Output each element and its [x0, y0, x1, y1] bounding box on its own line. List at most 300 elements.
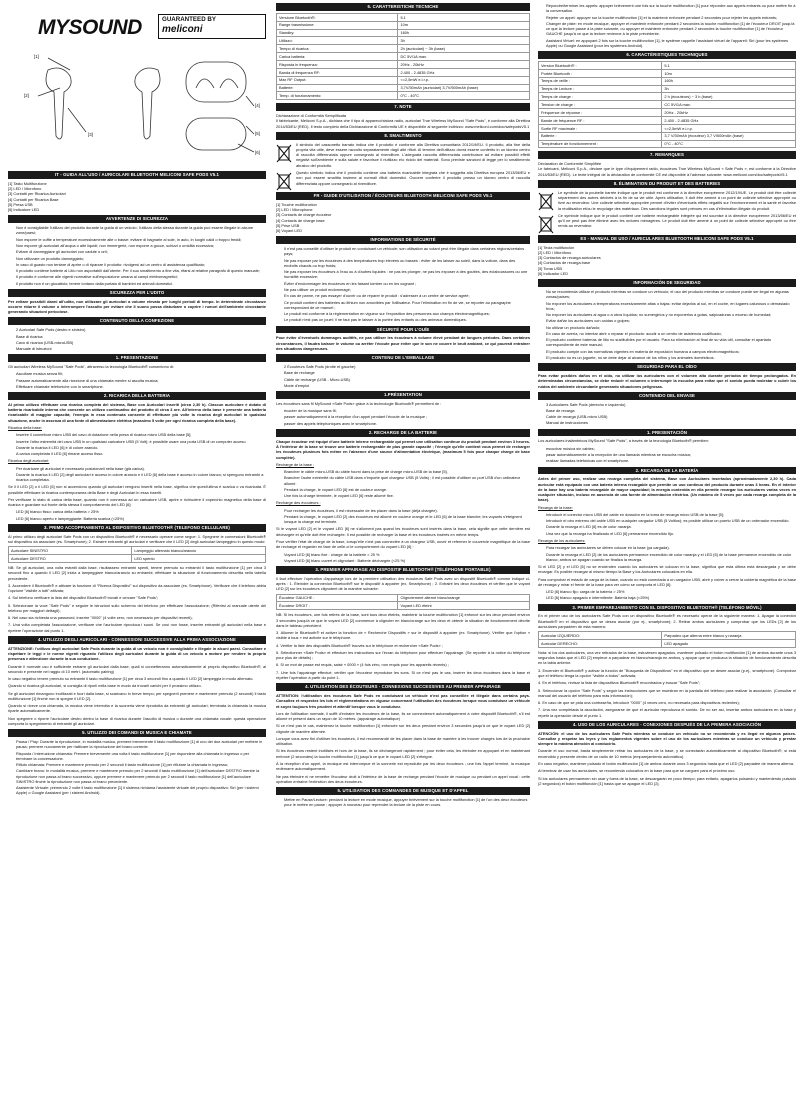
part-item: [3] Contatti per Ricarica Auricolari: [8, 191, 66, 197]
es-charge-base-title: Recarga de la base:: [538, 504, 573, 510]
table-cell: DC 5V/1A max.: [398, 53, 530, 61]
es-pres-header: 1. PRESENTACIÓN: [538, 429, 796, 437]
table-row: [277, 29, 530, 37]
it-note-header: 7. NOTE: [276, 103, 530, 111]
fr-reuse-text: Lors de l'utilisation normale, il suffit d'extraire les écouteurs de la base, ils se connecteront automatiquement à votre dispositif Bluetooth®, s'il est allumé et présent dans un rayon de 10 mètres. (appairage automatique): [276, 710, 530, 722]
fr-box-list: [284, 364, 530, 388]
it-charge-base-list: [16, 432, 266, 456]
table-row: [9, 555, 266, 563]
fr-charge-p3: Pour vérifier l'état de charge de la base, lorsqu'elle n'est pas connectée à un chargeur USB, ouvrir et refermer le couvercle magnétique de la base de recharge et regarder en face de celle-ci le comportement du voyant LED [6] :: [276, 538, 530, 550]
list-item: • Mode d'emploi: [284, 383, 530, 388]
list-item: • Base di ricarica: [16, 334, 266, 339]
part-item: [6] Voyant LED: [276, 228, 302, 234]
fr-pair-step: 3. Allumer le Bluetooth® et activer la fonction de « Recherche Dispositifs » sur le dispositif à appairer (ex. Smartphone). Vérifier que l'option « visible à tous » est activée sur le téléphone.: [276, 630, 530, 641]
battery-bin-icon: [276, 171, 292, 191]
es-charge-base-list: [546, 512, 796, 536]
fr-charge-header: 2. RECHARGE DE LA BATTERIE: [276, 429, 530, 437]
table-cell: 160h: [398, 29, 530, 37]
battery-bin-icon: [538, 214, 554, 234]
table-cell: Standby:: [277, 29, 398, 37]
it-pair-step: 6. Nel caso sia richiesta una password, inserire "0000" (4 volte zero, non necessario per dispositivi recenti);: [8, 615, 193, 621]
table-row: [539, 85, 796, 93]
table-row: [277, 76, 530, 84]
earbud-right-icon: [135, 68, 160, 139]
table-cell: 10m: [662, 69, 796, 77]
it-charge-leds: [16, 509, 266, 521]
it-reuse-text: Quando si riceve una chiamata, la musica viene interrotta e la suoneria viene riprodotta da entrambi gli auricolari; terminata la chiamata la musica riparte automaticamente.: [8, 703, 266, 714]
table-row: [9, 547, 266, 555]
it-pair-step: 7. Una volta completata l'associazione, verificare che l'auricolare riproduca i suoni. Se così non fosse, inserire entrambi gli auricolari nella base e ripetere l'operazione dal punto 1.: [8, 622, 266, 633]
list-item: • LED [6] blanco apagado e intermitente: Batería baja (<25%): [546, 595, 796, 600]
table-row: [277, 45, 530, 53]
guarantee-badge: [158, 14, 266, 39]
part-item: [6] Indicador LED: [538, 270, 569, 276]
part-item: [4] Contatti per Ricarica Base: [8, 196, 59, 202]
es-charge-p3: Para comprobar el estado de carga de la base, cuando no está conectada a un cargador USB, abrir y volver a cerrar la cubierta magnética de la base de recarga y mirar el frente de la base para ver cómo se comporta el LED [6]:: [538, 576, 796, 587]
column-spanish: [538, 0, 796, 1110]
list-item: • 3 Auriculares Safe Pods (derecho e izquierdo): [546, 402, 796, 407]
table-row: [539, 640, 796, 648]
table-cell: Lampeggio alternato bianco/arancio: [132, 547, 266, 555]
fr-reuse-header: 4. UTILISATION DES ÉCOUTEURS - CONNEXIONS SUCCESSIVES AU PREMIER APPAIRAGE: [276, 683, 530, 691]
list-item: • Per ricaricare gli auricolari è necessario posizionarli nella base (già carica).: [16, 466, 266, 471]
it-box-header: CONTENUTO DELLA CONFEZIONE: [8, 317, 266, 325]
es-hearing-text: Para evitar posibles daños en el oído, no utilizar los auriculares con el volumen alto durante periodos de tiempo prolongados. En determinadas circunstancias, se debe reducir el volumen o interrumpir la escucha para evitar que el sonido pueda molestar o cubrir los ruidos del ambiente circundante generando situaciones peligrosas.: [538, 373, 796, 389]
list-item: • Evitar dañar los auriculares con caídas o golpes;: [546, 318, 796, 323]
list-item: • passer automatiquement à la réception d'un appel pendant l'écoute de la musique ;: [284, 414, 530, 419]
it-safety-list: [16, 225, 266, 286]
meliconi-logo: meliconi: [162, 23, 203, 35]
earbud-left-icon: [46, 68, 71, 139]
it-pair-nb: NB: Se gli auricolari, una volta estratti dalla base, risultassero entrambi spenti, tenere premuto su entrambi il tasto multifunzione [1] per circa 3 secondi fino a quando il LED [2] inizia a lampeggiare bianco/arancio su entrambi; effettuare la situazione di funzionamento descritta nella tabella precedente.: [8, 565, 266, 581]
it-hearing-header: SICUREZZA PER L'UDITO: [8, 289, 266, 297]
es-pres-list: [546, 446, 796, 464]
list-item: • Introducir el conector micro USB del cable en dotación en la toma de recarga micro USB de la base [5];: [546, 512, 796, 517]
part-item: [4] Contacts de charge base: [276, 217, 325, 223]
fr-reuse-text: Ne pas éteindre ni ne remettre l'écouteur droit à l'intérieur de la base de recharge pendant l'écoute de musique ou pendant un appel vocal : cette opération entraîne l'extinction des deux écouteurs.: [276, 773, 530, 784]
es-pair-nb: Nota: si los dos auriculares, una vez retirados de la base, estuviesen apagados, mantener pulsado el botón multifunción [1] de ambos durante unos 3 segundos hasta que el LED [2] empiece a parpadear en blanco/naranja en ambos, y apoyar que se produzca la situación de funcionamiento descrita en la tabla anterior.: [538, 649, 796, 666]
callout-4: [4]: [255, 103, 260, 108]
fr-hearing-header: SÉCURITÉ POUR L'OUÏE: [276, 326, 530, 334]
es-pair-step: 5. Seleccionar la opción "Safe Pods" y seguir las instrucciones que se muestran en la pantalla del teléfono para realizar la asociación. (Consultar el manual del usuario del teléfono para más información);: [538, 687, 796, 698]
table-cell: Écouteur DROIT :: [277, 602, 398, 610]
it-disposal-text: [276, 142, 530, 168]
it-pair-step: 3. Accendere il Bluetooth® e attivare la funzione di "Ricerca Dispositivi" sul dispositivo da associare (es. Smartphone). Verificare che il telefono abbia l'opzione "visibile a tutti" attivata;: [8, 582, 266, 594]
list-item: • Changer de piste: en mode musique, appuyer et maintenir enfoncée pendant 2 secondes la touche multifonction [1] de l'écouteur DROIT jusqu'à ce que la lecture passe à la piste suivante, ou appuyer et maintenir enfoncée pendant 2 secondes la touche multifonction [1] de l'écouteur GAUCHE jusqu'à ce que la lecture revienne à la piste précédente.: [546, 21, 796, 37]
crossed-bin-icon: [538, 191, 554, 211]
part-item: [3] Contactos de recarga auriculares: [538, 255, 601, 261]
es-safety-header: INFORMACIÓN DE SEGURIDAD: [538, 279, 796, 287]
table-cell: Auricolare SINISTRO: [9, 547, 132, 555]
list-item: • Para recargar los auriculares se deben colocar en la base (ya cargada).: [546, 545, 796, 550]
it-charge-text: Al primo utilizzo effettuare una ricarica completa del sistema, Base con Auricolari inseriti (circa 2,30 h). Ciascun auricolare è dotato di batteria ricaricabile interna che consente un utilizzo continuativo del prodotto di circa 3 ore. All'interno della base è presente una batteria ricaricabile di maggior capacità; l'energia in essa contenuta consente di effettuare più volte la ricarica degli auricolari in qualsiasi situazione, anche in assenza di una fonte di alimentazione elettrica (massimo 5 volte per ogni ricarica completa della base).: [8, 401, 266, 423]
list-item: • Rejeter un appel: appuyer sur la touche multifonction [1] et la maintenir enfoncée pendant 2 secondes pour rejeter les appels entrants;: [546, 15, 796, 20]
list-item: • Durante la recarga el LED [6] es de color naranja.: [546, 524, 796, 529]
part-item: [2] LED / Microfono: [8, 186, 42, 192]
it-charge-base-title: Ricarica della base:: [8, 425, 42, 431]
list-item: • No exponer los auriculares a temperaturas excesivamente altas o bajas: evitar dejarlos al sol, en el coche, en lugares calurosos o demasiado fríos;: [546, 301, 796, 312]
it-reuse-text: Quando si ricarica gli auricolari, si consiglia di riporli nella base in modo da trovarli carichi per il prossimo utilizzo.: [8, 683, 202, 689]
callout-5: [5]: [255, 131, 260, 136]
table-cell: Voyant LED éteint: [398, 602, 530, 610]
table-cell: Sortie RF maximale :: [539, 124, 662, 132]
table-cell: 2.400 - 2.4835 GHz: [398, 68, 530, 76]
table-cell: Parpadeo que alterna entre blanco y naranja: [662, 632, 796, 640]
it-pres-header: 1. PRESENTAZIONE: [8, 354, 266, 362]
list-item: • Base de recharge: [284, 370, 530, 375]
list-item: • In caso di guasto non tentare di aprire o di riparare il prodotto: rivolgersi ad un centro di assistenza qualificato;: [16, 262, 266, 267]
table-row: [539, 69, 796, 77]
fr-charge-ear-list: [284, 508, 530, 525]
list-item: • El producto contiene baterías de litio no sustituibles por el usuario. Para su eliminación al final de su vida útil, consultar el apartado correspondiente de este manual;: [546, 337, 796, 348]
es-reuse-text: Durante el uso normal, basta simplemente retirar los auriculares de la base, y se conectarán automáticamente al dispositivo Bluetooth®, si está encendido y presente dentro de un radio de 10 metros (emparejamiento automático).: [538, 748, 796, 759]
table-cell: Range trasmissione:: [277, 21, 398, 29]
table-row: [539, 632, 796, 640]
table-row: [539, 93, 796, 101]
part-item: [4] Contactos de recarga base: [538, 260, 591, 266]
fr-charge-ear-title: Recharge des écouteurs :: [276, 500, 321, 506]
table-cell: 160h: [662, 77, 796, 85]
fr-pres-list: [284, 408, 530, 426]
es-reuse-header: 4. USO DE LOS AURICULARES - CONEXIONES DESPUÉS DE LA PRIMERA ASOCIACIÓN: [538, 721, 796, 729]
disposal-paragraph: Il simbolo del cassonetto barrato indica che il prodotto è conforme alla Direttiva comunitaria 2012/19/EU. Il prodotto, alla fine della propria vita utile, deve essere raccolto separatamente dagli altri rifiuti. Al termine dell'utilizzo dovrà essere conferito in un idoneo centro di raccolta differenziata oppure consegnato al rivenditore. L'adeguata raccolta differenziata contribuisce ad evitare possibili effetti negativi sull'ambiente e sulla salute e favorisce il riutilizzo e/o riciclo dei materiali. Sono previste sanzioni di legge per lo smaltimento abusivo del prodotto.: [296, 141, 530, 168]
fr-pres-header: 1.PRÉSENTATION: [276, 391, 530, 399]
table-row: [277, 92, 530, 100]
it-cmd-header: 5. UTILIZZO DEI COMANDI DI MUSICA E CHIAMATE: [8, 729, 266, 737]
part-item: [1] Tecla multifunción: [538, 244, 575, 250]
fr-specs-table: [538, 61, 796, 148]
list-item: • Ne pas exposer par les écouteurs à des températures trop élevées ou basses : éviter de les laisser au soleil, dans la voiture, dans des endroits chauds ou trop froids;: [284, 258, 530, 269]
disposal-paragraph: Le symbole de la poubelle barrée indique que le produit est conforme à la directive européenne 2012/19/UE. Le produit doit être collecté séparément des autres déchets à la fin de sa vie utile. Après utilisation, il doit être amené à un point de collecte sélective approprié ou livré au revendeur. Une collecte sélective appropriée permet d'éviter d'éventuels effets négatifs sur l'environnement et la santé et favorise la réutilisation et/ou le recyclage des matériaux. Des sanctions légales sont prévues en cas d'élimination illégale du produit.: [558, 189, 796, 211]
fr-reuse-text: Lorsque vous avez fini d'utiliser les écouteurs, il est recommandé de les placer dans la base de manière à les trouver chargés lors de la prochaine utilisation.: [276, 735, 530, 747]
list-item: • Ne pas exposer les écouteurs à l'eau ou à d'autres liquides : ne pas les plonger, ne pas les exposer à des gouttes, des éclaboussures ou une humidité excessive;: [284, 269, 530, 280]
table-row: [539, 116, 796, 124]
list-item: • Risposta / Interruzione chiamata: Premere brevemente una volta il tasto multifunzione [1] per rispondere alla chiamata in ingresso o per terminare la conversazione.: [16, 751, 266, 762]
list-item: • Durante la ricarica il LED [2] degli auricolari è acceso in colore arancio e il LED [6] della base è acceso in colore bianco; si spengono entrambi a ricarica completata.: [16, 472, 266, 483]
list-item: • Evitare di danneggiare gli auricolari con cadute o urti;: [16, 249, 266, 254]
list-item: • Il prodotto contiene batterie al Litio non asportabili dall'utente. Per il suo smaltimento a fine vita, rifarsi al relative paragrafo di questo manuale;: [16, 268, 266, 273]
es-box-header: CONTENIDO DEL ENVASE: [538, 392, 796, 400]
list-item: • Mettre en Pause/Lecture: pendant la lecture en mode musique, appuyer brièvement sur la touche multifonction [1] de l'un des deux écouteurs pour le mettre en pause ; appuyer à nouveau pour reprendre la lecture de la piste en cours.: [284, 797, 530, 808]
fr-pair-step: 6. Si un mot de passe est requis, saisir « 0000 » (4 fois zéro, non requis pour les appareils récents) ;: [276, 662, 449, 668]
list-item: • Éviter d'endommager les écouteurs en les faisant tomber ou en les cognant ;: [284, 281, 530, 286]
list-item: • En caso de avería, no intentar abrir o reparar el producto: acudir a un centro de asistencia cualificado;: [546, 331, 796, 336]
list-item: • No utilizar un producto dañado;: [546, 325, 796, 330]
it-pair-step: 4. Sul telefono verificare la lista dei dispositivi Bluetooth® trovati e cercare "Safe Pods";: [8, 595, 159, 601]
list-item: • Il prodotto non è un giocattolo; tenere lontano dalla portata di bambini ed animali domestici.: [16, 281, 266, 286]
table-cell: 0°C - 40°C: [398, 92, 530, 100]
list-item: • Il n'est pas conseillé d'utiliser le produit en conduisant un véhicule; son utilisation au volant peut être illégale dans certaines régions/certains pays;: [284, 246, 530, 257]
list-item: • Base de recarga: [546, 408, 796, 413]
list-item: • Il prodotto è conforme alle vigenti normative sull'esposizione umana ai campi elettromagnetici;: [16, 274, 266, 279]
table-cell: Version Bluetooth® :: [539, 61, 662, 69]
es-pair-step: 4. En el teléfono, revisar la lista de dispositivos Bluetooth® encontrados y buscar "Safe Pods";: [538, 680, 701, 686]
es-pair-step: 7. Una vez completada la asociación, asegurarse de que el auricular reproduzca el sonido. De no ser así, insertar ambos auriculares en la base y repetir la operación desde el punto 1.: [538, 707, 796, 718]
table-row: [277, 53, 530, 61]
guarantee-line: GUARANTEED BY: [162, 16, 216, 23]
fr-charge-leds: [284, 552, 530, 564]
it-safety-header: AVVERTENZE DI SICUREZZA: [8, 215, 266, 223]
table-cell: Bande de fréquence RF :: [539, 116, 662, 124]
list-item: • Câble de recharge (USB - Micro-USB): [284, 377, 530, 382]
table-cell: Utilizzo:: [277, 37, 398, 45]
table-cell: Batterie:: [277, 84, 398, 92]
product-illustration: [8, 48, 266, 168]
it-reuse-text: ATTENZIONE: l'utilizzo degli auricolari Safe Pods durante la guida di un veicolo non è consigliabile e illegale in alcuni paesi. Consultare e rispettare le leggi e le norme vigenti riguardo l'utilizzo degli auricolari durante la guida di un veicolo a motore per rendere la propria presenza e attenzione durante la sua conduzione.: [8, 645, 266, 662]
list-item: • 2 Écouteurs Safe Pods (droite et gauche): [284, 364, 530, 369]
it-reuse-text: Durante il normale uso è sufficiente estrarre gli auricolari dalla base, quali si connetteranno automaticamente al proprio dispositivo Bluetooth®, al secondo e presente nel raggio di 10 metri. (automatic pairing): [8, 663, 266, 674]
fr-cmd-list-a: [284, 797, 530, 808]
case-open-icon: [186, 62, 246, 102]
it-disposal-header: 8. SMALTIMENTO: [276, 132, 530, 140]
list-item: • Manuale di istruzioni: [16, 346, 266, 351]
brand-header: [8, 0, 266, 48]
list-item: • passer des appels téléphoniques avec le smartphone.: [284, 421, 530, 426]
fr-safety-list: [284, 246, 530, 322]
list-item: • Durante la ricarica il LED [6] è di colore arancio.: [16, 445, 266, 450]
es-pair-table: [538, 631, 796, 648]
fr-charge-base-title: Recharge de la base :: [276, 461, 315, 467]
table-cell: 0°C - 40°C: [662, 140, 796, 148]
fr-pair-step: 5. Sélectionner «Safe Pods» et effectuer les instructions sur l'écran du téléphone pour effectuer l'appairage. (Se reporter à la notice du téléphone pour plus de détails) ;: [276, 649, 530, 661]
list-item: • Répondre/terminer les appels: appuyer brièvement une fois sur la touche multifonction [1] pour répondre aux appels entrants ou pour mettre fin à la conversation.: [546, 3, 796, 14]
fr-note-text: Déclaration de Conformité Simplifiée Le fabricant, Meliconi S.p.A., déclare que le type d'équipement radio, écouteurs True Wireless MySound « Safe Pods », est conforme à la Directive 2014/53/EU (RED). Le texte intégral de la déclaration de conformité CE est disponible à l'adresse suivante: www.meliconi.com/doc/safepodsV5.1: [538, 161, 796, 177]
it-charge-ear-title: Ricarica degli auricolari:: [8, 458, 50, 464]
list-item: • escuchar música sin cables;: [546, 446, 796, 451]
fr-pres-text: Les écouteurs sans fil MySound «Safe Pods» grâce à la technologie Bluetooth® permettent de :: [276, 400, 442, 406]
es-reuse-text: Al terminar de usar los auriculares, se recomienda colocarlos en la base para que se carguen para el próximo uso.: [538, 768, 736, 774]
table-row: [277, 21, 530, 29]
fr-pair-step: 7. Une fois l'appairage effectué, vérifier que l'écouteur reproduise les sons. Si ce n'est pas le cas, insérer les deux écouteurs dans la base et répéter l'opération à partir du point 1.: [276, 669, 530, 680]
it-box-list: [16, 327, 266, 351]
part-item: [3] Contacts de charge écouteur: [276, 212, 332, 218]
crossed-bin-icon: [276, 143, 292, 163]
list-item: • LED [6] blanco fijo: carga de la batería > 25%: [546, 589, 796, 594]
list-item: • Pour recharger les écouteurs, il est nécessaire de les placer dans la base (déjà chargée).: [284, 508, 530, 513]
table-row: [539, 140, 796, 148]
table-cell: Auricular IZQUIERDO:: [539, 632, 662, 640]
es-charge-header: 2. RECARGA DE LA BATERÍA: [538, 467, 796, 475]
table-cell: LED apagado: [662, 640, 796, 648]
list-item: • Le produit est conforme à la réglementation en vigueur sur l'exposition des personnes aux champs électromagnétiques;: [284, 311, 530, 316]
list-item: • Brancher le câble micro-USB du câble fourni dans la prise de charge micro-USB de la base [5].: [284, 469, 530, 474]
fr-disposal-header: 8. ÉLIMINATION DU PRODUIT ET DES BATTERIES: [538, 180, 796, 188]
part-item: [1] Tasto Multifunzione: [8, 180, 47, 186]
it-reuse-text: Se gli auricolari rimangono inutilizzati e fuori dalla base, si scaricano in breve tempo; per spegnerli premere e mantenere premuto (2 secondi) il tasto multifunzione [1] finché non si spegne il LED [2].: [8, 690, 266, 701]
table-cell: Temps de veille :: [539, 77, 662, 85]
fr-box-header: CONTENU DE L'EMBALLAGE: [276, 354, 530, 362]
list-item: • Pendant la charge, le voyant LED [6] est de couleur orange.: [284, 487, 530, 492]
table-cell: 3h: [662, 85, 796, 93]
list-item: • 2 Auricolari Safe Pods (destro e sinistro): [16, 327, 266, 332]
it-pair-header: 3. PRIMO ACCOPPIAMENTO AL DISPOSITIVO BLUETOOTH® (TELEFONO CELLULARE): [8, 524, 266, 532]
es-pair-text: En el primer uso de los auriculares Safe Pods con un dispositivo Bluetooth® es necesario operar de la siguiente manera: 1. Apagar la conexión Bluetooth® en el dispositivo que se desea asociar (por ej., smartphone); 2. Retirar ambos auriculares y comprobar que los LEDs [2] de los auriculares parpadeen de esta manera:: [538, 613, 796, 629]
it-title: IT - GUIDA ALL'USO / AURICOLARI BLUETOOTH MELICONI SAFE PODS V5.1: [8, 171, 266, 179]
table-row: [277, 602, 530, 610]
part-item: [2] LED / Microphone: [276, 207, 313, 213]
table-row: [277, 37, 530, 45]
list-item: • Ascoltare musica senza fili;: [16, 371, 266, 376]
it-charge-p2: Se il il LED [2] o il LED [6] non si accendono quando gli auricolari vengono inseriti nella base, significa che quest'ultima è scarica o va ricaricata. È possibile effettuare la ricarica contemporanea della Base e degli Auricolari in essa inseriti.: [8, 484, 266, 495]
fr-reuse-text: À la réception d'un appel, la musique est interrompue et la sonnerie est reproduite par les deux écouteurs ; une fois l'appel terminé, la musique redémarre automatiquement.: [276, 760, 530, 772]
fr-charge-p2: Si le voyant LED [2] et le voyant LED [6] ne s'allument pas quand les écouteurs sont insérés dans la base, cela signifie que cette dernière est déchargée et qu'elle doit être rechargée. Il est possible de recharger la base et les écouteurs insérés en même temps.: [276, 526, 530, 537]
table-cell: 2.400 - 2.4835 GHz: [662, 116, 796, 124]
table-row: [539, 77, 796, 85]
table-row: [277, 13, 530, 21]
list-item: • LED [6] bianco fisso: carica della batteria > 25%: [16, 509, 266, 514]
table-cell: Tension de charge :: [539, 101, 662, 109]
list-item: • Le produit n'est pas un jouet; il ne faut pas le laisser à la portée des enfants ou des animaux domestiques.: [284, 317, 530, 322]
table-cell: Temp. di funzionamento:: [277, 92, 398, 100]
table-row: [539, 61, 796, 69]
list-item: • Pendant la charge, le voyant LED [2] des écouteurs est allumé en couleur orange et le LED [6] de la base blanche; les voyants s'éteignent lorsque la charge est terminée.: [284, 514, 530, 525]
part-item: [5] Toma USB: [538, 265, 562, 271]
es-charge-ear-title: Recarga de los auriculares:: [538, 537, 586, 543]
table-cell: 5.1: [662, 61, 796, 69]
list-item: • Introducir el otro extremo del cable USB en cualquier cargador USB (5 Voltios); es posible utilizar un puerto USB de un ordenador encendido.: [546, 518, 796, 523]
es-title: ES - MANUAL DE USO / AURICULARES BLUETOOTH MELICONI SAFE PODS V5.1: [538, 235, 796, 243]
fr-cmd-header: 5. UTILISATION DES COMMANDES DE MUSIQUE ET D'APPEL: [276, 787, 530, 795]
table-cell: 20Hz - 20kHz: [662, 109, 796, 117]
list-item: • Assistant Virtuel: en appuyant 2 fois sur la touche multifonction [1], le système rappelle l'assistant virtuel de l'appareil: Siri (pour les systèmes Apple) ou Google Assistant (pour les systèmes Android).: [546, 38, 796, 49]
fr-hearing-text: Pour éviter d'éventuels dommages auditifs, ne pas utiliser les écouteurs à volume élevé pendant de longues périodes. Dans certaines circonstances, il faudra baisser le volume ou arrêter l'écoute pour éviter que le son ne couvre le bruit ambiant, ce qui pourrait entraîner des situations dangereuses.: [276, 335, 530, 351]
table-cell: 3h: [398, 37, 530, 45]
list-item: • Cable de recarga (USB-micro USB): [546, 414, 796, 419]
fr-battery-text: [538, 213, 796, 229]
table-cell: Carica batteria:: [277, 53, 398, 61]
fr-pair-nb: NB: Si les écouteurs, une fois retirés de la base, sont tous deux éteints, maintenir la touche multifonction [1] enfoncé sur les deux pendant environ 3 secondes jusqu'à ce que le voyant LED [2] commence à clignoter en blanc/orange sur les deux et obtenir la situation de fonctionnement décrite dans le tableau précédent.: [276, 612, 530, 628]
it-pres-list: [16, 371, 266, 389]
table-cell: Versione Bluetooth®:: [277, 13, 398, 21]
table-cell: Temps de charge :: [539, 93, 662, 101]
fr-note-header: 7. REMARQUES: [538, 151, 796, 159]
table-cell: CC 5V/1A max.: [662, 101, 796, 109]
fr-specs-header: 6. CARACTÉRISTIQUES TECHNIQUES: [538, 51, 796, 59]
it-reuse-header: 4. UTILIZZO DEGLI AURICOLARI - CONNESSIONI SUCCESSIVE ALLA PRIMA ASSOCIAZIONE: [8, 636, 266, 644]
callout-1: [1]: [34, 54, 39, 59]
es-pair-step: 6. En caso de que se pida una contraseña, introducir "0000" (4 veces cero, no necesaria para dispositivos recientes);: [538, 700, 740, 706]
es-reuse-text: ATENCIÓN: el uso de los auriculares Safe Pods mientras se conduce un vehículo no se recomienda y es ilegal en algunos países. Consultar y respetar las leyes y los reglamentos vigentes sobre el uso de los auriculares mientras se conduce un vehículo y prestar siempre la máxima atención al conducirlo.: [538, 730, 796, 747]
list-item: • Durante la recarga el LED [2] de los auriculares permanece encendido de color naranja y el LED [6] de la base permanece encendido de color blanco; ambos se apagan cuando se finaliza la recarga.: [546, 552, 796, 563]
table-cell: Fréquence de réponse :: [539, 109, 662, 117]
part-item: [6] Indicatore LED: [8, 207, 40, 213]
table-cell: 3,7 V/30mAh (écouteur) 3,7 V/500mAh (base): [662, 132, 796, 140]
list-item: • Passare automaticamente alla ricezione di una chiamata mentre si ascolta musica;: [16, 378, 266, 383]
list-item: • écouter de la musique sans fil;: [284, 408, 530, 413]
fr-disposal-text: [538, 190, 796, 211]
fr-safety-header: INFORMATIONS DE SÉCURITÉ: [276, 236, 530, 244]
it-charge-header: 2. RICARICA DELLA BATTERIA: [8, 392, 266, 400]
fr-title: FR - GUIDE D'UTILISATION / ÉCOUTEURS BLUETOOTH MELICONI SAFE PODS V5.1: [276, 192, 530, 200]
part-item: [5] Prise USB: [276, 222, 300, 228]
list-item: • A carica completata il LED [6] rimane acceso fisso.: [16, 451, 266, 456]
list-item: • No exponer los auriculares al agua o a otros líquidos; no sumergirlos y no exponerlos a gotas, salpicaduras o exceso de humedad;: [546, 312, 796, 317]
table-cell: 5.1: [398, 13, 530, 21]
list-item: • En cas de panne, ne pas essayer d'ouvrir ou de réparer le produit : s'adresser à un centre de service agréé;: [284, 293, 530, 298]
table-row: [277, 60, 530, 68]
list-item: • LED [6] bianco aperto e lampeggiante: Batteria scarica (<25%): [16, 516, 266, 521]
part-item: [5] Presa USB: [8, 201, 33, 207]
table-row: [277, 68, 530, 76]
es-reuse-text: Si los auriculares permanecen sin usar y fuera de la base, se descargarán en poco tiempo; para evitarlo, apagarlos pulsando y manteniendo pulsado (2 segundos) el botón multifunción [1] hasta que se apague el LED [2].: [538, 775, 796, 786]
table-cell: Risposta in frequenza:: [277, 60, 398, 68]
list-item: • Non utilizzare un prodotto danneggiato;: [16, 256, 266, 261]
case-closed-icon: [186, 118, 246, 150]
es-box-list: [546, 402, 796, 426]
table-cell: <=2,5mW e.i.r.p.: [662, 124, 796, 132]
table-cell: Portée Bluetooth :: [539, 69, 662, 77]
part-item: [1] Touche multifonction: [276, 201, 317, 207]
it-pair-text: Al primo utilizzo degli auricolari Safe Pods con un dispositivo Bluetooth® è necessario operare come segue: 1. Spegnere le connessioni Bluetooth® sul dispositivo da associare (es. Smartphone); 2. Estrarre entrambi gli auricolari e verificare che il LED [2] degli auricolari lampeggino in questo modo:: [8, 533, 266, 545]
es-reuse-text: En caso negativo, mantener pulsado el botón multifunción [1] de ambos durante unos 3 segundos hasta que el LED [2] parpadee de manera alterna.: [538, 760, 795, 766]
list-item: • No se recomienda utilizar el producto mientras se conduce un vehículo; el uso del producto mientras se conduce puede ser ilegal en algunas zonas/países;: [546, 289, 796, 300]
list-item: • Effettuare chiamate telefoniche con lo smartphone.: [16, 384, 266, 389]
list-item: • realizar llamadas telefónicas con el smartphone.: [546, 458, 796, 463]
table-cell: Clignotement alterné blanc/orange: [398, 594, 530, 602]
fr-pair-step: 4. Vérifier la liste des dispositifs Bluetooth® trouvés sur le téléphone et rechercher «Safe Pods» ;: [276, 642, 443, 648]
table-cell: 2h (auricolari) ~ 3h (base): [398, 45, 530, 53]
list-item: • Inserire il connettore micro USB del cavo di dotazione nella presa di ricarica micro USB della base [5];: [16, 432, 266, 437]
es-pair-header: 3. PRIMER EMPAREJAMIENTO CON EL DISPOSITIVO BLUETOOTH® (TELÉFONO MÓVIL): [538, 604, 796, 612]
table-cell: Température de fonctionnement :: [539, 140, 662, 148]
it-reuse-text: Non spegnere o riporre l'auricolare destro dentro la base di ricarica durante l'ascolto di musica o durante una chiamata vocale: questa operazione comporta lo spegnimento di entrambi gli auricolari.: [8, 715, 266, 726]
battery-paragraph: Ce symbole indique que le produit contient une batterie rechargeable intégrée qui est soumise à la directive européenne 2013/56/EU et qu'il ne peut pas être éliminé avec les ordures ménagères. Le produit doit être amené à un point de collecte sélective approprié ou être remis au revendeur.: [558, 212, 796, 229]
list-item: • El producto no es un juguete, no se debe dejar al alcance de los niños y los animales domésticos.: [546, 355, 796, 360]
es-charge-p2: Si el LED [2] y el LED [6] no se encienden cuando los auriculares se colocan en la base, significa que esta última está descargada y se debe recargar. Es posible recargar al mismo tiempo la Base y los Auriculares colocados en ella.: [538, 564, 796, 575]
table-row: [277, 84, 530, 92]
list-item: • Brancher l'autre extrémité du câble USB dans n'importe quel chargeur USB (5 Volts) ; il est possible d'utiliser un port USB d'un ordinateur allumé.: [284, 475, 530, 486]
table-row: [539, 124, 796, 132]
list-item: • Pausa / Play: Durante la riproduzione, in modalità musica, premere brevemente il tasto multifunzione [1] di uno dei due auricolari per mettere in pausa; premere nuovamente per riattivare la riproduzione del brano corrente.: [16, 739, 266, 750]
table-cell: Banda di frequenza RF:: [277, 68, 398, 76]
es-pres-text: Los auriculares inalámbricos MySound "Safe Pods", a través de la tecnología Bluetooth® permiten:: [538, 438, 709, 444]
list-item: • Una vez que la recarga ha finalizado el LED [6] permanece encendido fijo.: [546, 531, 796, 536]
es-safety-list: [546, 289, 796, 360]
callout-3: [3]: [88, 132, 93, 137]
fr-charge-text: Chaque écouteur est équipé d'une batterie interne rechargeable qui permet une utilisation continue du produit pendant environ 3 heures. À l'intérieur de la base se trouve une batterie rechargeable de plus grande capacité ; l'énergie qu'elle contient vous permet de recharger les écouteurs plusieurs fois même en l'absence d'une source d'alimentation électrique, (maximum 5 fois pour chaque charge de base complète).: [276, 438, 530, 460]
list-item: • Non esporre gli auricolari all'acqua o altri liquidi; non immergerle, non esporre a gocce, schizzi o umidità eccessiva;: [16, 243, 266, 248]
it-note-text: Dichiarazione di Conformità Semplificata Il fabbricante, Meliconi S.p.A., dichiara che il tipo di apparecchiatura radio, auricolari True Wireless MySound "Safe Pods", è conforme alla Direttiva 2014/53/EU (RED). Il testo completo della Dichiarazione di Conformità UE è disponibile al seguente indirizzo: www.meliconi.com/doc/safepodsV5.1: [276, 113, 530, 129]
table-row: [539, 101, 796, 109]
table-cell: 10m: [398, 21, 530, 29]
es-charge-leds: [546, 589, 796, 601]
es-pair-step: 3. Encender el Bluetooth® y activar la función de "Búsqueda de Dispositivos" en el dispositivo que se desee asociar (p.ej., smartphone). Comprobar que el teléfono tenga la opción "visible a todos" activada;: [538, 667, 796, 678]
list-item: • Voyant LED [6] blanc fixe : charge de la batterie > 25 %: [284, 552, 530, 557]
fr-parts-list: [276, 202, 530, 234]
table-cell: Auricular DERECHO:: [539, 640, 662, 648]
list-item: • Voyant LED [6] blanc ouvert et clignotant : Batterie déchargée (<25 %): [284, 558, 530, 563]
list-item: • Ce produit contient des batteries au lithium non amovibles par l'utilisateur. Pour l'élimination en fin de vie, se reporter au paragraphe correspondant de ce manuel ;: [284, 300, 530, 311]
it-parts-list: [8, 181, 266, 213]
list-item: • pasar automáticamente a la recepción de una llamada mientras se escucha música;: [546, 452, 796, 457]
fr-pair-table: [276, 594, 530, 611]
es-parts-list: [538, 245, 796, 277]
list-item: • Ne pas utiliser un produit endommagé;: [284, 287, 530, 292]
fr-charge-base-list: [284, 469, 530, 498]
fr-reuse-text: ATTENTION: l'utilisation des écouteurs Safe Pods en conduisant un véhicule n'est pas conseillée et illégale dans certains pays. Consultez et respectez les lois et réglementations en vigueur concernant l'utilisation des écouteurs lorsque vous conduisez un véhicule et soyez toujours très prudent et attentif lorsque vous le conduisez.: [276, 693, 530, 709]
list-item: • Cambiare brano: In modalità musica, premere e mantenere premuto per 2 secondi il tasto multifunzione [1] dell'auricolare DESTRO mentre la riproduzione non passa al brano successivo, oppure premere e mantenere premuto per 2 secondi il tasto multifunzione [1] dell'auricolare SINISTRO finché la riproduzione non passa al brano precedente.: [16, 768, 266, 784]
fr-pair-text: Il faut effectuer l'opération d'appairage lors de la première utilisation des écouteurs Safe Pods avec un dispositif Bluetooth® comme indiqué ci-après : 1. Éteindre la connexion Bluetooth® sur le dispositif à appairer (ex. Smartphone) ; 2. Extraire les deux écouteurs et vérifier que le voyant LED [2] sur les écouteurs clignotent de la manière suivante:: [276, 575, 530, 592]
earbuds-case-drawing: [8, 48, 266, 168]
es-charge-ear-list: [546, 545, 796, 562]
table-row: [539, 132, 796, 140]
table-row: [277, 594, 530, 602]
fr-cmd-list-b: [546, 3, 796, 48]
it-pair-table: [8, 546, 266, 563]
list-item: • Inserire l'altro estremità del cavo USB in un qualsiasi caricatore USB (5 Volt); è possibile usare una porta USB di un computer acceso.: [16, 439, 266, 444]
list-item: • Assistente Virtuale: premendo 2 volte il tasto multifunzione [1] il sistema richiama l'assistente virtuale del proprio dispositivo: Siri (per i sistemi Apple) o Google Assistant (per i sistemi Android).: [16, 785, 266, 796]
callout-2: [2]: [24, 93, 29, 98]
